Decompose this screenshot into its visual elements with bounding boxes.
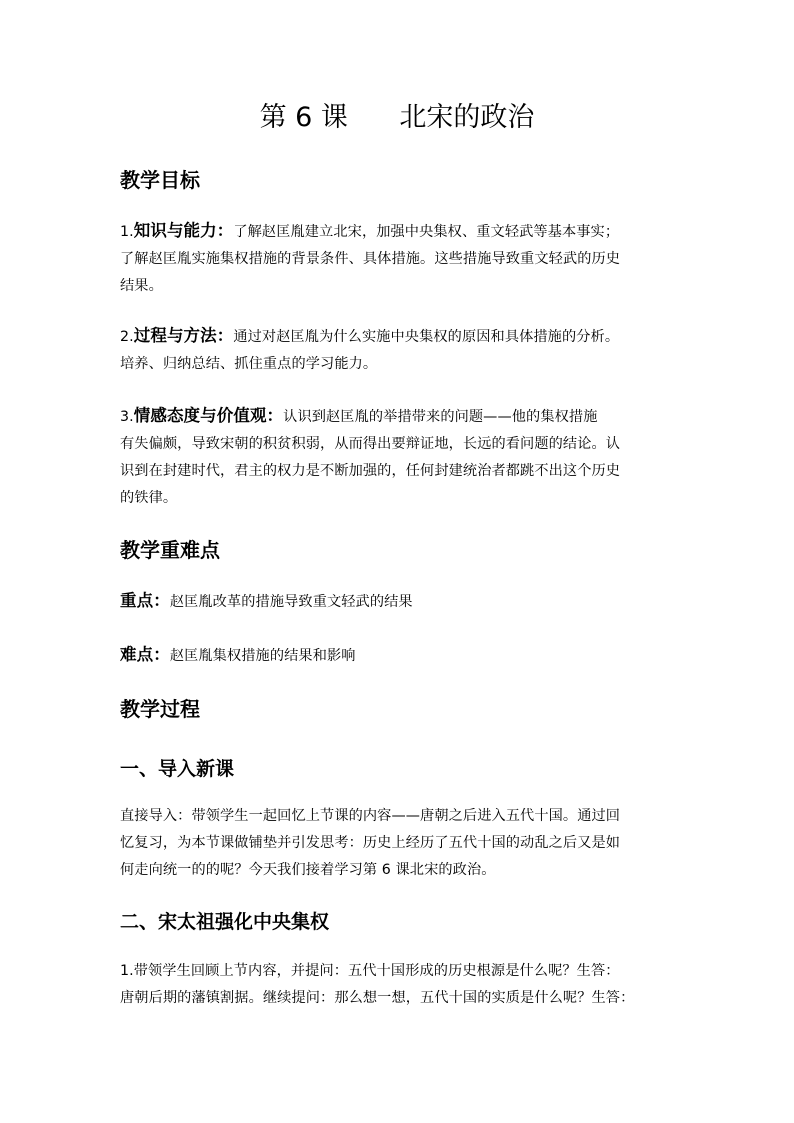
section-intro-line-1: 直接导入：带领学生一起回忆上节课的内容——唐朝之后进入五代十国。通过回 (120, 808, 621, 824)
objective-knowledge-number: 1. (120, 224, 134, 240)
objective-process (120, 322, 680, 378)
objective-process-number: 2. (120, 329, 134, 345)
objective-process-line-2: 培养、归纳总结、抓住重点的学习能力。 (120, 356, 378, 372)
section-intro-line-3: 何走向统一的的呢？今天我们接着学习第 6 课北宋的政治。 (120, 862, 496, 878)
objective-knowledge-line-2: 了解赵匡胤实施集权措施的背景条件、具体措施。这些措施导致重文轻武的历史 (120, 251, 621, 267)
objective-knowledge-text: 了解赵匡胤建立北宋，加强中央集权、重文轻武等基本事实； (233, 224, 620, 240)
focus-point (120, 587, 680, 616)
focus-label: 重点： (120, 591, 170, 610)
objective-knowledge-line-1 (120, 217, 680, 246)
key-points-heading: 教学重难点 (120, 538, 220, 562)
objective-knowledge-label: 知识与能力： (133, 221, 234, 240)
difficulty-text: 赵匡胤集权措施的结果和影响 (169, 648, 356, 664)
objective-attitude-line-3: 识到在封建时代，君主的权力是不断加强的，任何封建统治者都跳不出这个历史 (120, 463, 621, 479)
section-centralization-heading: 二、宋太祖强化中央集权 (120, 911, 330, 933)
objective-attitude-text: 认识到赵匡胤的举措带来的问题——他的集权措施 (283, 409, 598, 425)
objective-process-line-1 (120, 322, 680, 351)
focus-text: 赵匡胤改革的措施导致重文轻武的结果 (169, 594, 413, 610)
objective-process-label: 过程与方法： (133, 326, 234, 345)
difficulty-label: 难点： (120, 645, 170, 664)
objective-attitude (120, 402, 680, 512)
objective-knowledge (120, 217, 680, 300)
section-intro-line-2: 忆复习，为本节课做铺垫并引发思考：历史上经历了五代十国的动乱之后又是如 (120, 835, 621, 851)
section-centralization-body (120, 958, 680, 1012)
objective-knowledge-line-3: 结果。 (120, 278, 163, 294)
section-centralization-line-2: 唐朝后期的藩镇割据。继续提问：那么想一想，五代十国的实质是什么呢？生答： (120, 990, 635, 1006)
objective-attitude-line-1 (120, 402, 680, 431)
difficulty-point (120, 641, 680, 670)
section-intro-body (120, 803, 680, 884)
objective-process-text: 通过对赵匡胤为什么实施中央集权的原因和具体措施的分析。 (233, 329, 620, 345)
objective-attitude-number: 3. (120, 409, 134, 425)
lesson-title: 第 6 课 北宋的政治 (259, 102, 535, 133)
section-centralization-line-1: 1.带领学生回顾上节内容，并提问：五代十国形成的历史根源是什么呢？生答： (120, 963, 620, 979)
section-intro-heading: 一、导入新课 (120, 758, 235, 780)
objective-attitude-line-2: 有失偏颇，导致宋朝的积贫积弱，从而得出要辩证地，长远的看问题的结论。认 (120, 436, 621, 452)
objective-attitude-line-4: 的铁律。 (120, 490, 178, 506)
objectives-heading: 教学目标 (120, 168, 200, 192)
process-heading: 教学过程 (120, 697, 200, 721)
objective-attitude-label: 情感态度与价值观： (133, 406, 284, 425)
